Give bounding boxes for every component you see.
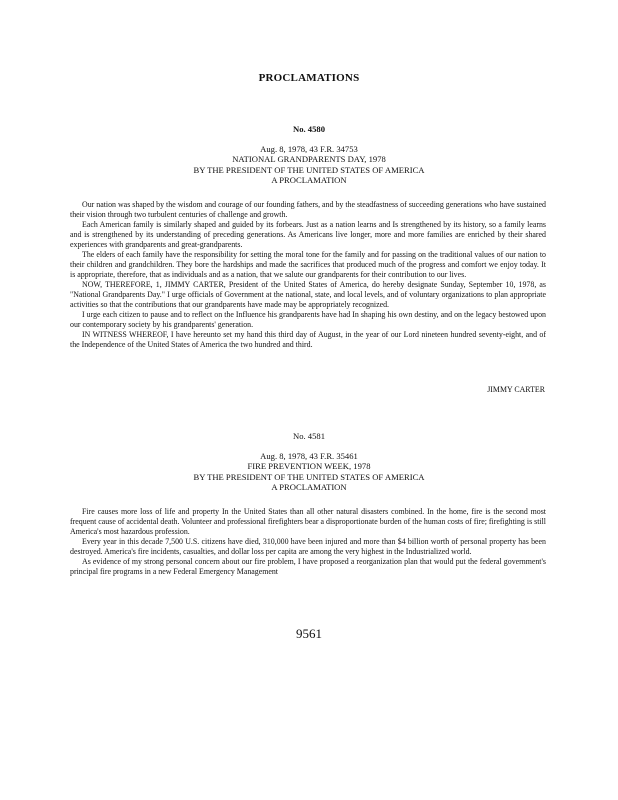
proclamation-citation: Aug. 8, 1978, 43 F.R. 34753 [260,144,358,155]
paragraph: IN WITNESS WHEREOF, I have hereunto set my hand this third day of August, in the year of our Lord nineteen hundred seventy-eight, and of the Independence of the United States of America the two hundred and third. [70,330,546,349]
proclamation-title: NATIONAL GRANDPARENTS DAY, 1978 [232,154,386,165]
proclamation-kind: A PROCLAMATION [271,481,347,492]
proclamation-kind: A PROCLAMATION [271,174,347,185]
paragraph: The elders of each family have the responsibility for setting the moral tone for the family and for passing on the traditional values of our nation to their children and grandchildren. They bore the hardships and made the sacrifices that produced much of the progress and comfort we enjoy today. It is appropriate, therefore, that as individuals and as a nation, that we salute our grandparents for their contribution to our lives. [70,250,546,279]
paragraph: I urge each citizen to pause and to reflect on the Influence his grandparents have had In shaping his own destiny, and on the legacy bestowed upon our contemporary society by his grandparents' generation. [70,310,546,329]
paragraph: As evidence of my strong personal concern about our fire problem, I have proposed a reorganization plan that would put the federal government's principal fire programs in a new Federal Emergency Management [70,557,546,576]
page-heading: PROCLAMATIONS [258,72,360,84]
paragraph: Our nation was shaped by the wisdom and courage of our founding fathers, and by the steadfastness of succeeding generations who have sustained their vision through two turbulent centuries of challenge and growth. [70,200,546,219]
proclamation-title: FIRE PREVENTION WEEK, 1978 [247,461,371,472]
proclamation-4580-body [70,200,546,350]
proclamation-by-line: BY THE PRESIDENT OF THE UNITED STATES OF AMERICA [193,471,425,482]
proclamation-4581-header [0,431,618,492]
paragraph: Fire causes more loss of life and property In the United States than all other natural disasters combined. In the home, fire is the second most frequent cause of accidental death. Volunteer and professional firefighters bear a disproportionate burden of the human costs of fire; firefighting is still America's most hazardous profession. [70,507,546,536]
page-number: 9561 [296,626,322,641]
proclamation-4581-body [70,507,546,577]
paragraph: Each American family is similarly shaped and guided by its forbears. Just as a nation learns and Is strengthened by its history, so a family learns and is strengthened by its understanding of preceding generations. As Americans live longer, more and more families are enriched by their shared experiences with grandparents and great-grandparents. [70,220,546,249]
paragraph: NOW, THEREFORE, 1, JIMMY CARTER, President of the United States of America, do hereby designate Sunday, September 10, 1978, as "National Grandparents Day." I urge officials of Government at the national, state, and local levels, and of voluntary organizations to plan appropriate activities so that the contributions that our grandparents have made may be appropriately recognized. [70,280,546,309]
proclamation-by-line: BY THE PRESIDENT OF THE UNITED STATES OF AMERICA [193,164,425,175]
proclamation-citation: Aug. 8, 1978, 43 F.R. 35461 [260,451,358,462]
proclamation-number: No. 4580 [293,124,325,134]
proclamation-4580-header [0,124,618,185]
proclamation-number: No. 4581 [293,431,325,441]
signature: JIMMY CARTER [487,385,545,394]
paragraph: Every year in this decade 7,500 U.S. citizens have died, 310,000 have been injured and more than $4 billion worth of personal property has been destroyed. America's fire incidents, casualties, and dollar loss per capita are among the very highest in the Industrialized world. [70,537,546,556]
